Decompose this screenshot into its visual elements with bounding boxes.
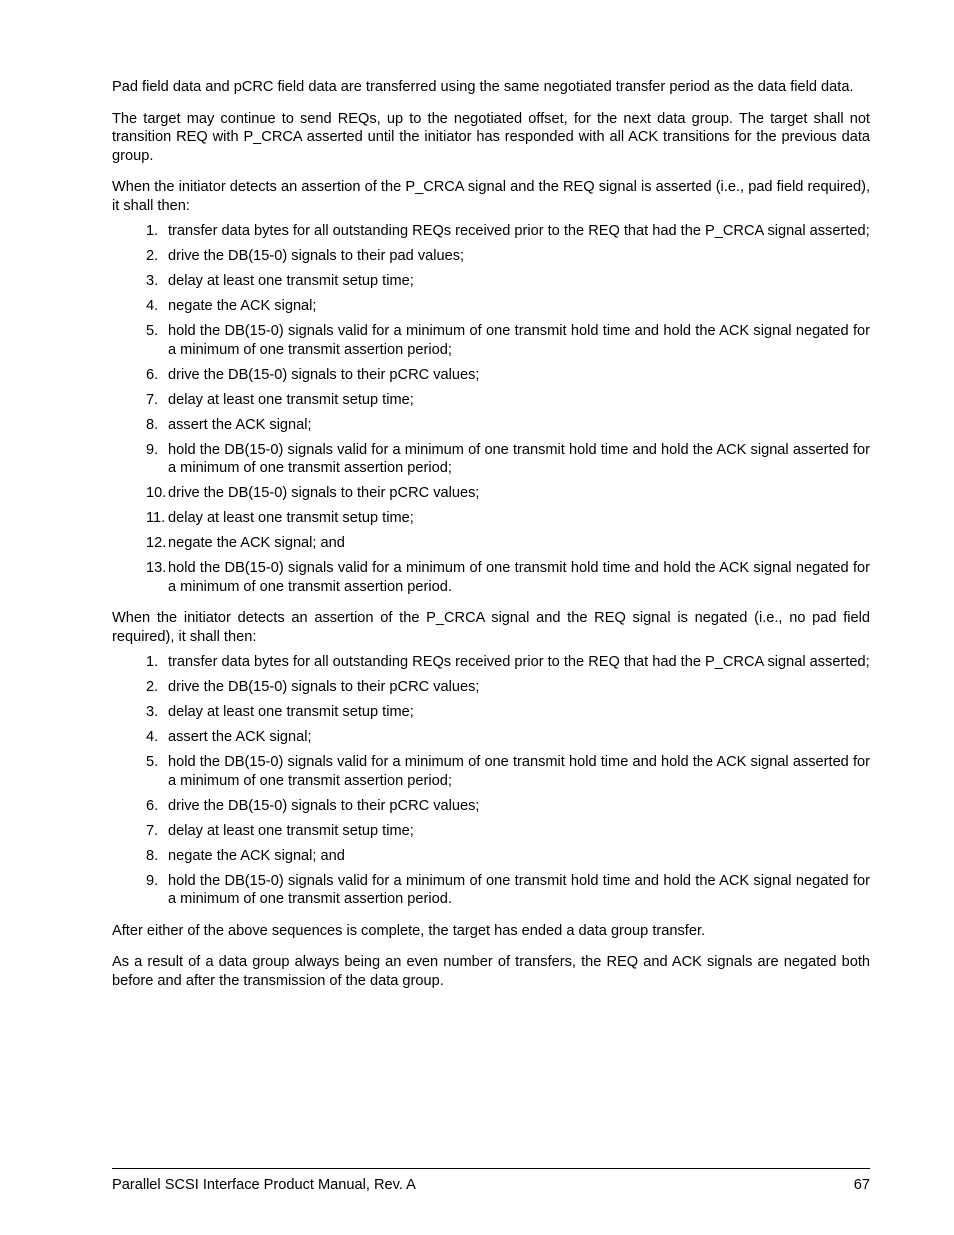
list-item	[112, 272, 870, 291]
list-item-text: transfer data bytes for all outstanding REQs received prior to the REQ that had the P_CRCA signal asserted;	[168, 654, 870, 670]
list-item-text: delay at least one transmit setup time;	[168, 391, 414, 408]
list-item	[112, 391, 870, 410]
list-item-text: assert the ACK signal;	[168, 416, 312, 433]
list-item-text: negate the ACK signal; and	[168, 847, 345, 864]
list-item-text: assert the ACK signal;	[168, 729, 312, 745]
list-item-number: 2.	[146, 248, 159, 264]
list-item-text: hold the DB(15-0) signals valid for a minimum of one transmit hold time and hold the ACK signal asserted for a minimum of one transmit assertion period;	[168, 441, 870, 476]
list-item-number: 1.	[146, 654, 159, 670]
list-item-number: 5.	[146, 754, 159, 770]
list-item-number: 4.	[146, 298, 159, 314]
list-item	[112, 534, 870, 553]
list-item	[112, 222, 870, 241]
list-item	[112, 678, 870, 697]
list-item	[112, 822, 870, 841]
footer-page-number: 67	[853, 1177, 870, 1193]
list-item	[112, 441, 870, 478]
list-item-text: hold the DB(15-0) signals valid for a minimum of one transmit hold time and hold the ACK signal asserted for a minimum of one transmit assertion period;	[168, 754, 870, 789]
list-item	[112, 753, 870, 790]
list-item-text: drive the DB(15-0) signals to their pCRC values;	[168, 485, 480, 501]
list-item-text: negate the ACK signal;	[168, 298, 317, 314]
list-item-number: 12.	[146, 535, 167, 551]
list-item-number: 11.	[146, 510, 166, 526]
list-item-text: delay at least one transmit setup time;	[168, 704, 414, 720]
list-item-number: 4.	[146, 729, 159, 745]
list-item	[112, 366, 870, 385]
list-item-text: hold the DB(15-0) signals valid for a minimum of one transmit hold time and hold the ACK signal negated for a minimum of one transmit assertion period.	[168, 560, 870, 595]
list-item-text: drive the DB(15-0) signals to their pCRC values;	[168, 797, 480, 814]
list-item-text: delay at least one transmit setup time;	[168, 822, 414, 839]
footer-document-title: Parallel SCSI Interface Product Manual, Rev. A	[112, 1177, 416, 1193]
list-item-number: 13.	[146, 560, 167, 576]
list-item	[112, 247, 870, 266]
list-item-number: 8.	[146, 416, 159, 433]
list-item-number: 7.	[146, 822, 159, 839]
list-item-number: 8.	[146, 847, 159, 864]
list-item-number: 6.	[146, 797, 159, 814]
page-footer	[112, 1176, 870, 1194]
list-item-number: 6.	[146, 366, 159, 383]
list-item	[112, 416, 870, 435]
list-item	[112, 509, 870, 528]
paragraph-closing-1: After either of the above sequences is complete, the target has ended a data group transfer.	[112, 922, 706, 939]
list-item-text: drive the DB(15-0) signals to their pad values;	[168, 248, 465, 264]
list-item	[112, 872, 870, 909]
list-item-text: drive the DB(15-0) signals to their pCRC values;	[168, 366, 480, 383]
paragraph-intro-1: Pad field data and pCRC field data are transferred using the same negotiated transfer period as the data field data.	[112, 79, 854, 95]
paragraph-pad-case-lead: When the initiator detects an assertion of the P_CRCA signal and the REQ signal is asserted (i.e., pad field required), it shall then:	[112, 179, 870, 214]
list-item-number: 10.	[146, 485, 167, 501]
list-item-number: 2.	[146, 679, 159, 695]
list-item-text: negate the ACK signal; and	[168, 535, 345, 551]
footer-divider	[112, 1168, 870, 1169]
list-item	[112, 322, 870, 359]
list-item	[112, 484, 870, 503]
list-item	[112, 297, 870, 316]
list-item-number: 7.	[146, 391, 159, 408]
list-item	[112, 653, 870, 672]
pad-case-step-list	[112, 222, 870, 596]
list-item	[112, 847, 870, 866]
list-item-number: 3.	[146, 704, 159, 720]
list-item-number: 9.	[146, 872, 159, 889]
paragraph-no-pad-case-lead: When the initiator detects an assertion of the P_CRCA signal and the REQ signal is negated (i.e., no pad field required), it shall then:	[112, 610, 870, 645]
list-item	[112, 728, 870, 747]
list-item-text: transfer data bytes for all outstanding REQs received prior to the REQ that had the P_CRCA signal asserted;	[168, 223, 870, 239]
list-item-number: 1.	[146, 223, 159, 239]
list-item-number: 3.	[146, 273, 159, 289]
no-pad-case-step-list	[112, 653, 870, 909]
list-item-text: hold the DB(15-0) signals valid for a minimum of one transmit hold time and hold the ACK signal negated for a minimum of one transmit assertion period;	[168, 323, 870, 358]
paragraph-intro-2: The target may continue to send REQs, up to the negotiated offset, for the next data group. The target shall not transition REQ with P_CRCA asserted until the initiator has responded with all ACK transitions for the previous data group.	[112, 110, 870, 164]
list-item	[112, 559, 870, 596]
list-item-text: drive the DB(15-0) signals to their pCRC values;	[168, 679, 480, 695]
page-content	[112, 78, 870, 1003]
list-item-number: 9.	[146, 441, 159, 458]
list-item-number: 5.	[146, 323, 159, 339]
paragraph-closing-2: As a result of a data group always being an even number of transfers, the REQ and ACK signals are negated both before and after the transmission of the data group.	[112, 954, 870, 989]
list-item	[112, 703, 870, 722]
list-item-text: hold the DB(15-0) signals valid for a minimum of one transmit hold time and hold the ACK signal negated for a minimum of one transmit assertion period.	[168, 872, 870, 907]
list-item	[112, 797, 870, 816]
list-item-text: delay at least one transmit setup time;	[168, 273, 414, 289]
list-item-text: delay at least one transmit setup time;	[168, 510, 414, 526]
